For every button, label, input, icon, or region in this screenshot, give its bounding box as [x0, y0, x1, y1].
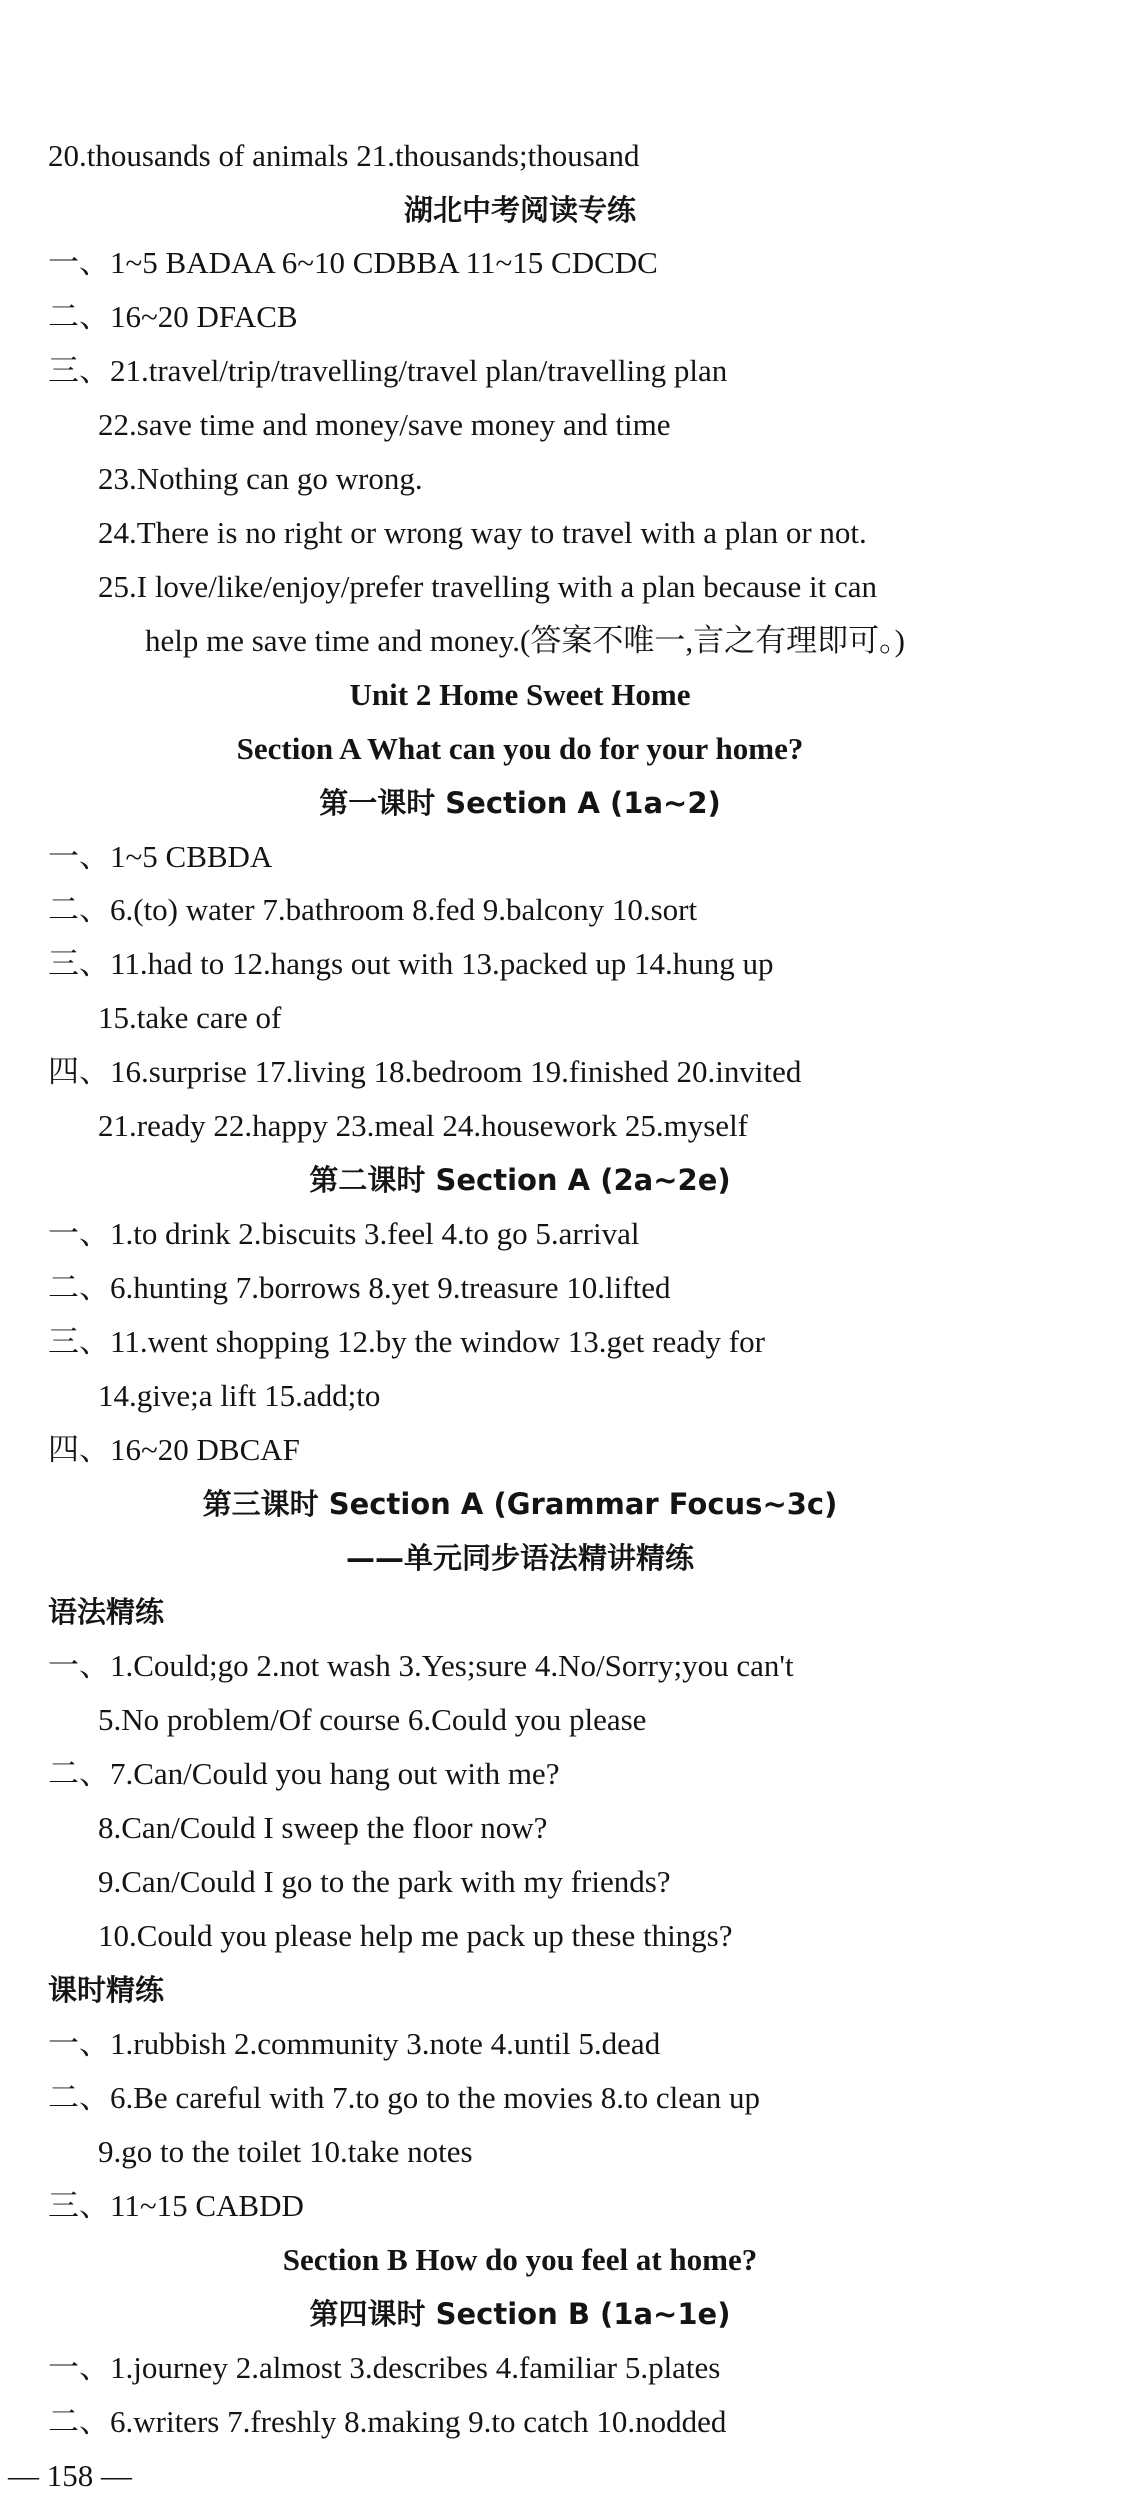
- answer-line: 二、7.Can/Could you hang out with me?: [48, 1756, 560, 1791]
- answer-line: 二、16~20 DFACB: [48, 299, 298, 334]
- section-heading: 湖北中考阅读专练: [403, 193, 636, 227]
- answer-line: 四、16~20 DBCAF: [48, 1432, 300, 1467]
- answer-line: 15.take care of: [98, 1000, 282, 1035]
- lesson-subtitle: ——单元同步语法精讲精练: [345, 1541, 694, 1575]
- lesson-title: 第三课时 Section A (Grammar Focus~3c): [202, 1487, 838, 1521]
- section-title: Section B How do you feel at home?: [282, 2242, 758, 2277]
- answer-line: 一、1.Could;go 2.not wash 3.Yes;sure 4.No/Sorry;you can't: [48, 1648, 794, 1683]
- answer-line: 24.There is no right or wrong way to travel with a plan or not.: [98, 515, 867, 550]
- answer-line: 14.give;a lift 15.add;to: [98, 1378, 381, 1413]
- subsection-heading: 语法精练: [48, 1595, 165, 1629]
- answer-line: 25.I love/like/enjoy/prefer travelling with a plan because it can: [98, 569, 878, 604]
- answer-line: 一、1~5 BADAA 6~10 CDBBA 11~15 CDCDC: [48, 245, 658, 280]
- answer-line: 23.Nothing can go wrong.: [98, 461, 423, 496]
- answer-line: 一、1.to drink 2.biscuits 3.feel 4.to go 5.arrival: [48, 1216, 640, 1251]
- answer-line: 一、1.rubbish 2.community 3.note 4.until 5.dead: [48, 2026, 661, 2061]
- answer-line: 三、11.went shopping 12.by the window 13.get ready for: [48, 1324, 765, 1359]
- answer-line: 三、11~15 CABDD: [48, 2188, 304, 2223]
- answer-line: 二、6.hunting 7.borrows 8.yet 9.treasure 10.lifted: [48, 1270, 671, 1305]
- page-number: — 158 —: [8, 2458, 132, 2493]
- answer-line: 8.Can/Could I sweep the floor now?: [98, 1810, 548, 1845]
- subsection-heading: 课时精练: [48, 1973, 165, 2007]
- section-title: Section A What can you do for your home?: [236, 731, 804, 766]
- answer-line: help me save time and money.(答案不唯一,言之有理即可。): [145, 623, 905, 658]
- lesson-title: 第二课时 Section A (2a~2e): [309, 1163, 731, 1197]
- unit-title: Unit 2 Home Sweet Home: [349, 677, 691, 712]
- answer-line: 二、6.(to) water 7.bathroom 8.fed 9.balcony 10.sort: [48, 892, 698, 927]
- answer-line: 21.ready 22.happy 23.meal 24.housework 25.myself: [98, 1108, 749, 1143]
- answer-line: 5.No problem/Of course 6.Could you please: [98, 1702, 647, 1737]
- answer-line: 10.Could you please help me pack up these things?: [98, 1918, 733, 1953]
- lesson-title: 第一课时 Section A (1a~2): [319, 786, 721, 820]
- answer-line: 9.go to the toilet 10.take notes: [98, 2134, 473, 2169]
- answer-line: 9.Can/Could I go to the park with my friends?: [98, 1864, 671, 1899]
- lesson-title: 第四课时 Section B (1a~1e): [309, 2297, 731, 2331]
- answer-line: 一、1~5 CBBDA: [48, 839, 273, 874]
- answer-line: 22.save time and money/save money and time: [98, 407, 671, 442]
- answer-line: 四、16.surprise 17.living 18.bedroom 19.finished 20.invited: [48, 1054, 802, 1089]
- answer-line: 一、1.journey 2.almost 3.describes 4.familiar 5.plates: [48, 2350, 721, 2385]
- answer-line: 三、11.had to 12.hangs out with 13.packed up 14.hung up: [48, 946, 774, 981]
- answer-line: 20.thousands of animals 21.thousands;thousand: [48, 138, 640, 173]
- answer-line: 三、21.travel/trip/travelling/travel plan/travelling plan: [48, 353, 728, 388]
- answer-line: 二、6.writers 7.freshly 8.making 9.to catch 10.nodded: [48, 2404, 727, 2439]
- answer-line: 二、6.Be careful with 7.to go to the movies 8.to clean up: [48, 2080, 760, 2115]
